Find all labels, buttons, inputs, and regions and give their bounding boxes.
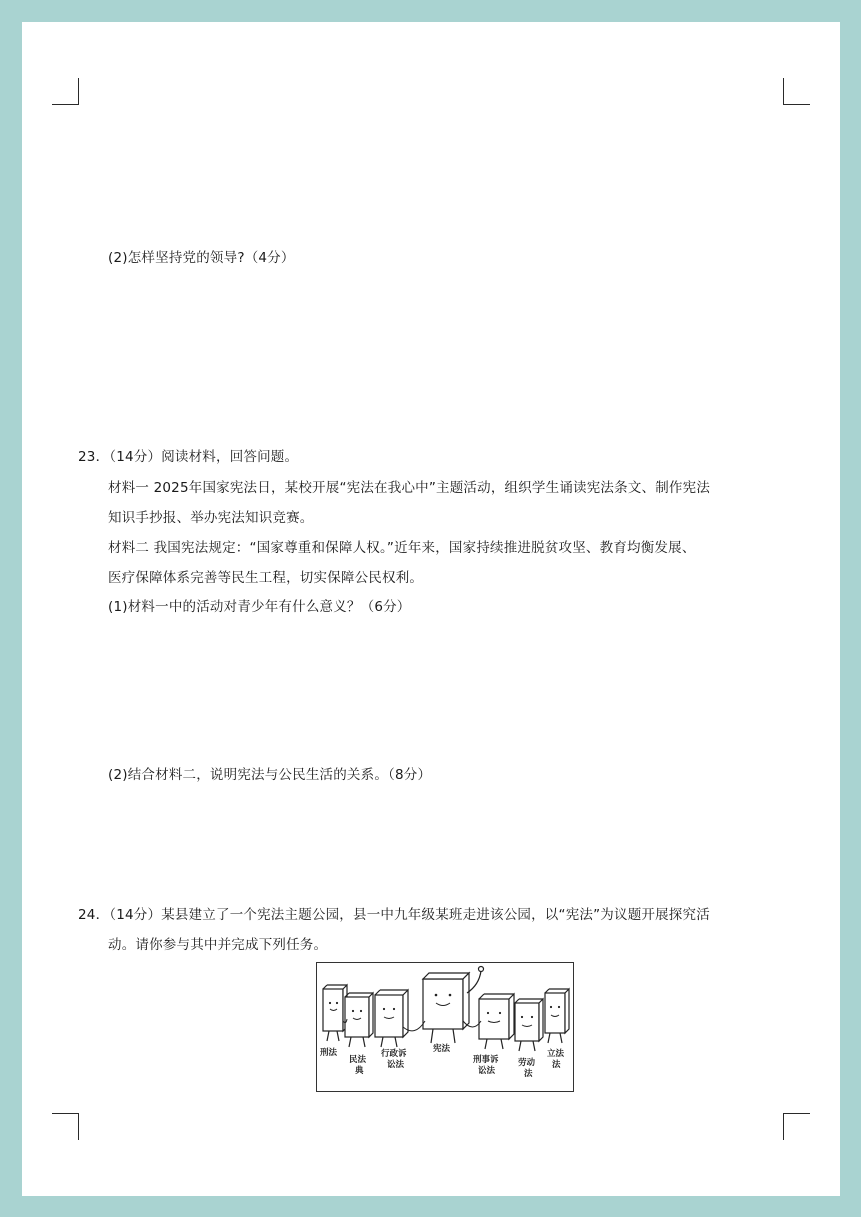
label-xingshi-1: 刑事诉	[473, 1055, 499, 1065]
book-xingshisusong	[479, 994, 514, 1049]
book-minfadian	[345, 993, 373, 1047]
book-laodongfa	[515, 999, 543, 1051]
crop-mark-bottom-right	[783, 1113, 810, 1140]
q22-sub2-text: (2)怎样坚持党的领导?（4分）	[108, 250, 295, 266]
q23-material2-line2: 医疗保障体系完善等民生工程，切实保障公民权利。	[108, 570, 424, 586]
q23-header: 23．（14分）阅读材料，回答问题。	[78, 449, 299, 465]
q23-material1-line2: 知识手抄报、举办宪法知识竞赛。	[108, 510, 314, 526]
q23-sub2: (2)结合材料二，说明宪法与公民生活的关系。（8分）	[108, 767, 432, 783]
q24-line2: 动。请你参与其中并完成下列任务。	[108, 937, 328, 953]
label-xingshi-2: 讼法	[478, 1066, 496, 1076]
label-laodong-2: 法	[524, 1069, 533, 1079]
label-minfadian-2: 典	[355, 1066, 364, 1076]
crop-mark-top-left	[52, 78, 79, 105]
q23-material2-line1: 材料二 我国宪法规定：“国家尊重和保障人权。”近年来，国家持续推进脱贫攻坚、教育均衡发展、	[108, 540, 696, 556]
label-xingzheng-1: 行政诉	[381, 1049, 407, 1059]
book-xianfa	[423, 967, 484, 1044]
law-books-illustration	[316, 962, 574, 1092]
label-lifa-1: 立法	[547, 1049, 565, 1059]
crop-mark-bottom-left	[52, 1113, 79, 1140]
crop-mark-top-right	[783, 78, 810, 105]
label-xingfa: 刑法	[320, 1048, 338, 1058]
q23-sub1: (1)材料一中的活动对青少年有什么意义？（6分）	[108, 599, 411, 615]
book-xingfa	[323, 985, 347, 1041]
label-laodong-1: 劳动	[518, 1058, 536, 1068]
label-lifa-2: 法	[552, 1060, 561, 1070]
law-books-drawing	[317, 963, 572, 1090]
label-xingzheng-2: 讼法	[387, 1060, 405, 1070]
label-xianfa: 宪法	[433, 1044, 451, 1054]
q24-line1: 24．（14分）某县建立了一个宪法主题公园，县一中九年级某班走进该公园，以“宪法”为议题开展探究活	[78, 907, 710, 923]
label-minfadian-1: 民法	[349, 1055, 367, 1065]
q23-material1-line1: 材料一 2025年国家宪法日，某校开展“宪法在我心中”主题活动，组织学生诵读宪法条文、制作宪法	[108, 480, 711, 496]
